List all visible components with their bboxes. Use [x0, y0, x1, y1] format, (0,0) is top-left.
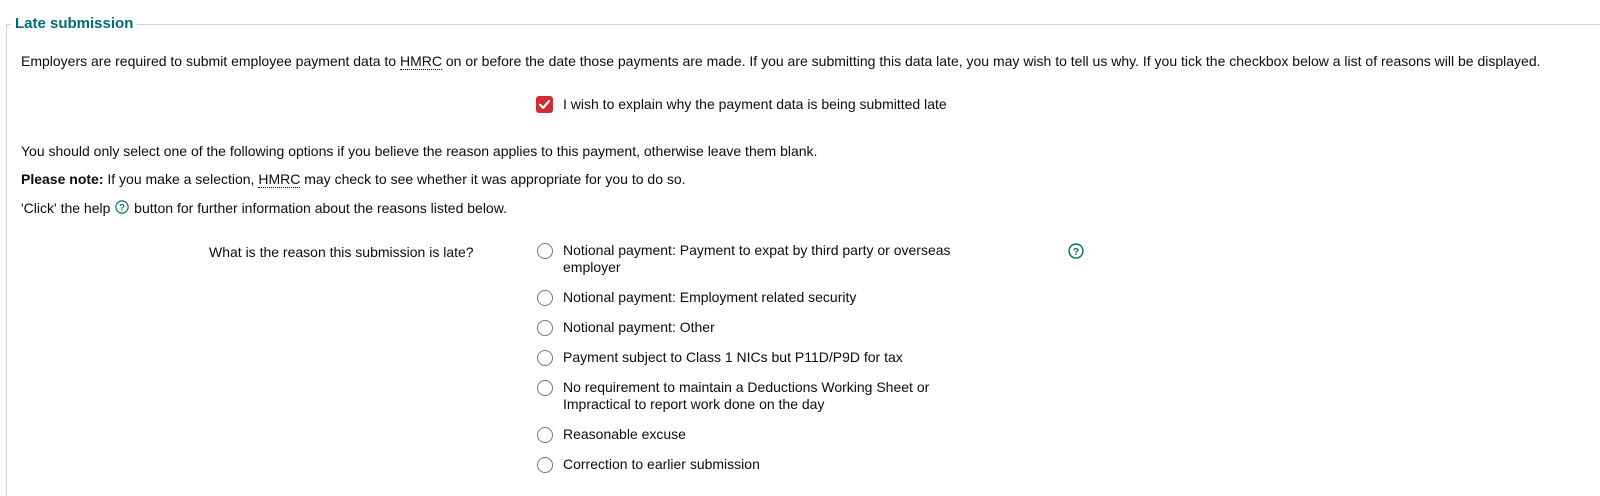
hmrc-abbr: HMRC [258, 171, 301, 187]
help-icon[interactable] [1068, 243, 1084, 259]
explain-late-checkbox-label[interactable]: I wish to explain why the payment data is being submitted late [563, 96, 947, 112]
radio-button[interactable] [537, 427, 553, 443]
select-guidance-text: You should only select one of the following options if you believe the reason applies to this payment, otherwise leave them blank. [21, 143, 818, 159]
svg-text:?: ? [1072, 245, 1080, 258]
radio-button[interactable] [537, 243, 553, 259]
checkmark-icon [538, 98, 551, 111]
late-reason-option[interactable] [537, 349, 963, 366]
radio-label[interactable]: Notional payment: Other [563, 319, 715, 335]
fieldset-border-top [6, 24, 1600, 25]
radio-label[interactable]: Payment subject to Class 1 NICs but P11D/P9D for tax [563, 349, 903, 365]
radio-button[interactable] [537, 350, 553, 366]
svg-text:?: ? [119, 202, 126, 213]
late-reason-option[interactable] [537, 289, 963, 306]
explain-late-checkbox[interactable] [536, 96, 553, 113]
radio-button[interactable] [537, 380, 553, 396]
late-reason-option[interactable] [537, 379, 963, 413]
please-note-text: Please note: If you make a selection, HMRC may check to see whether it was appropriate for you to do so. [21, 171, 686, 187]
intro-text: Employers are required to submit employee payment data to HMRC on or before the date those payments are made. If you are submitting this data late, you may wish to tell us why. If you tick the checkbox below a list of reasons will be displayed. [21, 53, 1541, 69]
radio-label[interactable]: Notional payment: Payment to expat by third party or overseas employer [563, 242, 951, 275]
fieldset-border-left [6, 24, 7, 496]
radio-button[interactable] [537, 320, 553, 336]
late-reason-option[interactable] [537, 319, 963, 336]
radio-button[interactable] [537, 290, 553, 306]
radio-label[interactable]: Reasonable excuse [563, 426, 686, 442]
hmrc-abbr: HMRC [399, 53, 442, 69]
late-reason-option[interactable] [537, 242, 963, 276]
radio-label[interactable]: No requirement to maintain a Deductions Working Sheet or Impractical to report work done on the day [563, 379, 930, 412]
late-reason-option[interactable] [537, 426, 963, 443]
help-icon [115, 200, 129, 214]
please-note-label: Please note: [21, 171, 104, 187]
late-reason-question-label: What is the reason this submission is late? [209, 244, 474, 260]
radio-label[interactable]: Notional payment: Employment related security [563, 289, 857, 305]
radio-button[interactable] [537, 457, 553, 473]
fieldset-legend: Late submission [11, 15, 137, 33]
help-instruction-text: 'Click' the help ? button for further information about the reasons listed below. [21, 200, 507, 216]
radio-label[interactable]: Correction to earlier submission [563, 456, 760, 472]
explain-late-checkbox-row[interactable] [536, 94, 947, 114]
late-reason-option[interactable] [537, 456, 963, 473]
